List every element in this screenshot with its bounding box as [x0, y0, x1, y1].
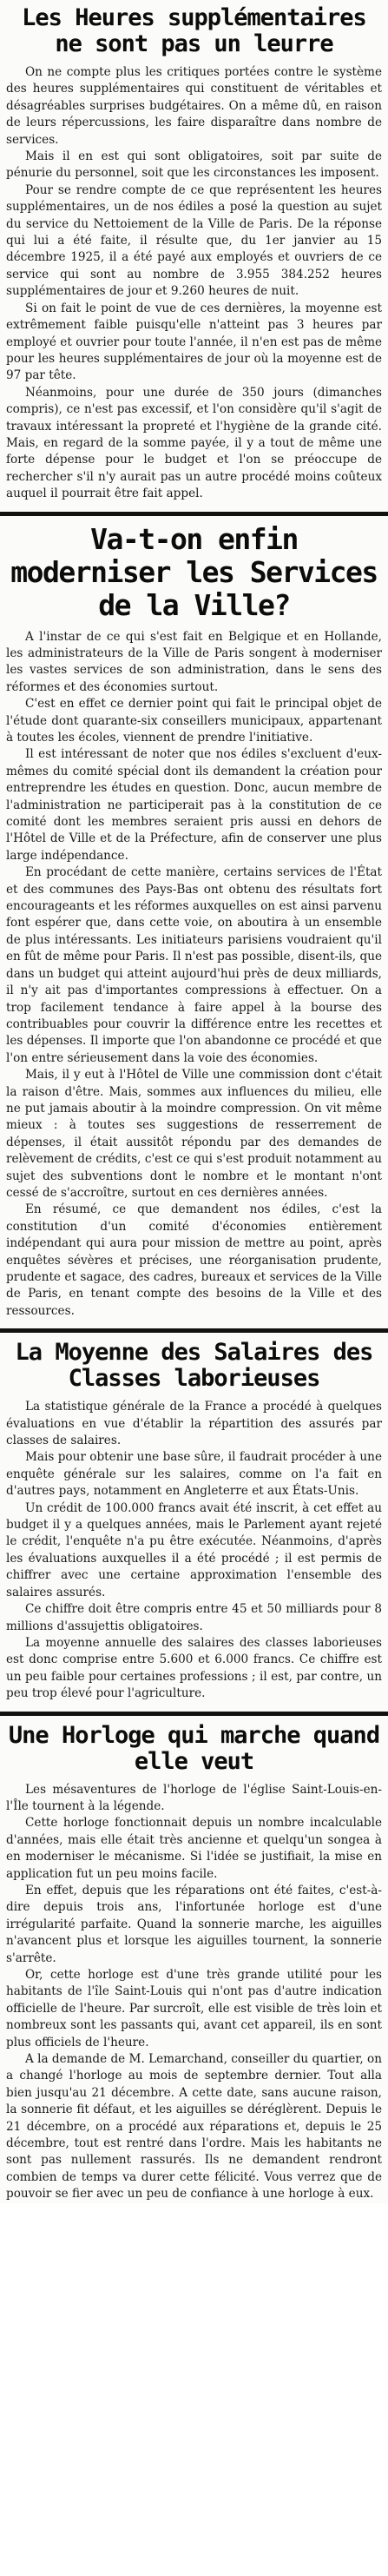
article-paragraph: On ne compte plus les critiques portées contre le système des heures supplémentaires qui constituent de véritables et désagréables surprises budgétaires. On a même dû, en raison de leurs répercussions, les faire disparaître dans nombre de services.: [6, 65, 382, 147]
article-horloge: [6, 1723, 382, 2203]
article-title: Les Heures supplémentaires ne sont pas un leurre: [22, 4, 366, 57]
article-paragraph: Néanmoins, pour une durée de 350 jours (dimanches compris), ce n'est pas excessif, et l'on considère qu'il s'agit de travaux intéressant la propreté et l'hygiène de la grande cité. Mais, en regard de la somme payée, il y a tout de même une forte dépense pour le budget et l'on se préoccupe de rechercher s'il n'y aurait pas un autre procédé moins coûteux auquel il pourrait être fait appel.: [6, 385, 382, 501]
article-paragraph: La moyenne annuelle des salaires des classes laborieuses est donc comprise entre 5.600 et 6.000 francs. Ce chiffre est un peu faible pour certaines professions ; il est, par contre, un peu trop élevé pour l'agriculture.: [6, 1635, 382, 1701]
article-paragraph: Mais, il y eut à l'Hôtel de Ville une commission dont c'était la raison d'être. Mais, sommes aux influences du milieu, elle ne put jamais aboutir à la moindre compression. On vit même mieux : à toutes ses suggestions de resserrement de dépenses, il était aussitôt répondu par des demandes de relèvement de crédits, c'est ce qui s'est produit notamment au sujet des subventions dont le nombre et le montant n'ont cessé de s'accroître, surtout en ces dernières années.: [6, 1068, 382, 1200]
article-paragraph: La statistique générale de la France a procédé à quelques évaluations en vue d'établir la répartition des assurés par classes de salaires.: [6, 1400, 382, 1448]
article-moderniser-services: [6, 523, 382, 1321]
section-divider: [0, 1712, 388, 1716]
article-paragraph: Si on fait le point de vue de ces dernières, la moyenne est extrêmement faible puisqu'elle n'atteint pas 3 heures par employé et ouvrier pour toute l'année, il n'en est pas de même pour les heures supplémentaires de jour où la moyenne est de 97 par tête.: [6, 301, 382, 383]
article-paragraph: Un crédit de 100.000 francs avait été inscrit, à cet effet au budget il y a quelques années, mais le Parlement ayant rejeté le crédit, l'enquête n'a pu être exécutée. Néanmoins, d'après les évaluations auxquelles il a été procédé ; il est permis de chiffrer avec une certaine approximation l'ensemble des salaires assurés.: [6, 1500, 382, 1599]
article-paragraph: En résumé, ce que demandent nos édiles, c'est la constitution d'un comité d'économies entièrement indépendant qui aura pour mission de mettre au point, après enquêtes sévères et précises, une réorganisation prudente, prudente et sagace, des cadres, bureaux et services de la Ville de Paris, en tenant compte des besoins de la Ville et des ressources.: [6, 1202, 382, 1318]
article-title: Va-t-on enfin moderniser les Services de la Ville?: [10, 521, 378, 622]
article-title: La Moyenne des Salaires des Classes laborieuses: [15, 1339, 373, 1393]
article-paragraph: En procédant de cette manière, certains services de l'État et des communes des Pays-Bas ont obtenu des résultats fort encourageants et les réformes auxquelles on est ainsi parvenu font espérer que, dans cette voie, on aboutira à un ensemble de plus intéressants. Les initiateurs parisiens voudraient qu'il en fût de même pour Paris. Il n'est pas possible, disent-ils, que dans un budget qui atteint aujourd'hui près de deux milliards, il n'y ait pas d'importantes compressions à effectuer. On a trop facilement tendance à faire appel à la bourse des contribuables pour couvrir la différence entre les recettes et les dépenses. Il importe que l'on abandonne ce procédé et que l'on entre sérieusement dans la voie des économies.: [6, 865, 382, 1065]
section-divider: [0, 1328, 388, 1333]
article-paragraph: Or, cette horloge est d'une très grande utilité pour les habitants de l'île Saint-Louis qui n'ont pas d'autre indication officielle de l'heure. Par surcroît, elle est visible de très loin et nombreux sont les passants qui, avant cet appareil, ils en sont plus officiels de l'heure.: [6, 1968, 382, 2050]
article-paragraph: A la demande de M. Lemarchand, conseiller du quartier, on a changé l'horloge au mois de septembre dernier. Tout alla bien jusqu'au 21 décembre. A cette date, sans aucune raison, la sonnerie fit défaut, et les aiguilles se déréglèrent. Depuis le 21 décembre, on a procédé aux réparations et, depuis le 25 décembre, tout est rentré dans l'ordre. Mais les habitants ne sont pas nullement rassurés. Ils ne demandent rendront combien de temps va durer cette félicité. Vous verrez que de pouvoir se fier avec un peu de confiance à une horloge à eux.: [6, 2052, 382, 2202]
article-paragraph: Mais pour obtenir une base sûre, il faudrait procéder à une enquête générale sur les salaires, comme on l'a fait en d'autres pays, notamment en Angleterre et aux États-Unis.: [6, 1450, 382, 1499]
article-paragraph: Mais il en est qui sont obligatoires, soit par suite de pénurie du personnel, soit que les circonstances les imposent.: [6, 149, 382, 181]
article-paragraph: Les mésaventures de l'horloge de l'église Saint-Louis-en-l'Île tournent à la légende.: [6, 1782, 382, 1813]
article-title: Une Horloge qui marche quand elle veut: [8, 1721, 380, 1775]
article-paragraph: Ce chiffre doit être compris entre 45 et 50 milliards pour 8 millions d'assujettis obligatoires.: [6, 1602, 382, 1633]
article-paragraph: Il est intéressant de noter que nos édiles s'excluent d'eux-mêmes du comité spécial dont ils demandent la création pour entreprendre les études en question. Donc, aucun membre de l'administration ne participerait pas à la constitution de ce comité dont les membres seraient pris aussi en dehors de l'Hôtel de Ville et de la Préfecture, afin de conserver une plus large indépendance.: [6, 747, 382, 863]
article-paragraph: A l'instar de ce qui s'est fait en Belgique et en Hollande, les administrateurs de la Ville de Paris songent à moderniser les vastes services de son administration, dans le sens des réformes et des économies surtout.: [6, 629, 382, 694]
article-paragraph: C'est en effet ce dernier point qui fait le principal objet de l'étude dont quarante-six conseillers municipaux, appartenant à toutes les écoles, viennent de prendre l'initiative.: [6, 697, 382, 745]
article-paragraph: Pour se rendre compte de ce que représentent les heures supplémentaires, un de nos édiles a posé la question au sujet du service du Nettoiement de la Ville de Paris. De la réponse qui lui a été faite, il résulte que, du 1er janvier au 15 décembre 1925, il a été payé aux employés et ouvriers de ce service qui sont au nombre de 3.955 384.252 heures supplémentaires de jour et 9.260 heures de nuit.: [6, 182, 382, 299]
article-paragraph: Cette horloge fonctionnait depuis un nombre incalculable d'années, mais elle était très ancienne et quelqu'un songea à en moderniser le mécanisme. Si l'idée se justifiait, la mise en application fut un peu moins facile.: [6, 1816, 382, 1881]
article-paragraph: En effet, depuis que les réparations ont été faites, c'est-à-dire depuis trois ans, l'infortunée horloge est d'une irrégularité parfaite. Quand la sonnerie marche, les aiguilles n'avancent plus et lorsque les aiguilles tournent, la sonnerie s'arrête.: [6, 1883, 382, 1965]
article-moyenne-salaires: [6, 1340, 382, 1702]
section-divider: [0, 512, 388, 516]
article-heures-supplementaires: [6, 5, 382, 503]
